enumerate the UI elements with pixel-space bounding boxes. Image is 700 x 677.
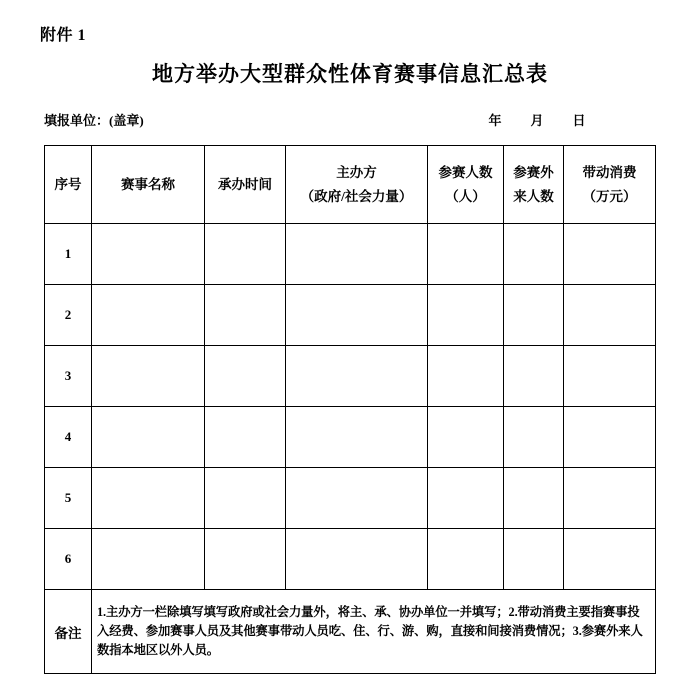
column-header-organizer	[286, 146, 428, 224]
column-header-event-name	[92, 146, 205, 224]
column-header-participants	[428, 146, 504, 224]
cell-host-time[interactable]	[205, 529, 286, 590]
table-row	[45, 224, 656, 285]
column-header-host-time	[205, 146, 286, 224]
cell-event-name[interactable]	[92, 285, 205, 346]
column-header-organizer-line2: （政府/社会力量）	[300, 188, 413, 204]
cell-index: 2	[45, 285, 92, 346]
column-header-index-line1: 序号	[54, 176, 82, 192]
cell-outside-participants[interactable]	[504, 285, 564, 346]
date-fields	[474, 110, 600, 129]
column-header-outside-participants	[504, 146, 564, 224]
cell-outside-participants[interactable]	[504, 346, 564, 407]
cell-consumption[interactable]	[564, 529, 656, 590]
cell-host-time[interactable]	[205, 468, 286, 529]
cell-event-name[interactable]	[92, 529, 205, 590]
cell-organizer[interactable]	[286, 346, 428, 407]
cell-index: 3	[45, 346, 92, 407]
cell-event-name[interactable]	[92, 468, 205, 529]
cell-host-time[interactable]	[205, 407, 286, 468]
cell-participants[interactable]	[428, 407, 504, 468]
cell-host-time[interactable]	[205, 346, 286, 407]
table-row	[45, 346, 656, 407]
cell-participants[interactable]	[428, 529, 504, 590]
cell-consumption[interactable]	[564, 468, 656, 529]
subheader-row	[44, 110, 655, 130]
column-header-outside-participants-line1: 参赛外	[513, 164, 554, 180]
cell-organizer[interactable]	[286, 529, 428, 590]
cell-participants[interactable]	[428, 224, 504, 285]
column-header-host-time-line1: 承办时间	[218, 176, 272, 192]
table-row	[45, 468, 656, 529]
cell-host-time[interactable]	[205, 224, 286, 285]
column-header-participants-line1: 参赛人数	[438, 164, 493, 180]
cell-consumption[interactable]	[564, 346, 656, 407]
cell-host-time[interactable]	[205, 285, 286, 346]
table-row	[45, 407, 656, 468]
note-text: 1.主办方一栏除填写填写政府或社会力量外，将主、承、协办单位一并填写；2.带动消费主要指赛事投入经费、参加赛事人员及其他赛事带动人员吃、住、行、游、购，直接和间接消费情况；3.参赛外来人数指本地区以外人员。	[92, 590, 656, 674]
cell-participants[interactable]	[428, 285, 504, 346]
cell-index: 6	[45, 529, 92, 590]
column-header-organizer-line1: 主办方	[336, 164, 377, 180]
table-header-row	[45, 146, 656, 224]
table-row	[45, 285, 656, 346]
events-summary-table	[44, 145, 656, 674]
page-title: 地方举办大型群众性体育赛事信息汇总表	[152, 62, 548, 86]
table-note-row	[45, 590, 656, 674]
cell-event-name[interactable]	[92, 407, 205, 468]
column-header-event-name-line1: 赛事名称	[121, 176, 175, 192]
table-row	[45, 529, 656, 590]
cell-organizer[interactable]	[286, 224, 428, 285]
cell-participants[interactable]	[428, 468, 504, 529]
column-header-consumption-line2: （万元）	[582, 188, 637, 204]
column-header-participants-line2: （人）	[445, 188, 486, 204]
cell-outside-participants[interactable]	[504, 468, 564, 529]
cell-organizer[interactable]	[286, 407, 428, 468]
reporting-unit-label: 填报单位：(盖章)	[44, 113, 144, 128]
cell-index: 1	[45, 224, 92, 285]
cell-index: 5	[45, 468, 92, 529]
date-month-label: 月	[530, 113, 544, 128]
column-header-outside-participants-line2: 来人数	[513, 188, 554, 204]
cell-consumption[interactable]	[564, 285, 656, 346]
column-header-consumption-line1: 带动消费	[582, 164, 637, 180]
cell-organizer[interactable]	[286, 468, 428, 529]
note-label: 备注	[45, 590, 92, 674]
attachment-label: 附件 1	[40, 27, 87, 44]
date-day-label: 日	[572, 113, 586, 128]
cell-event-name[interactable]	[92, 346, 205, 407]
cell-outside-participants[interactable]	[504, 224, 564, 285]
cell-consumption[interactable]	[564, 224, 656, 285]
column-header-consumption	[564, 146, 656, 224]
cell-index: 4	[45, 407, 92, 468]
date-year-label: 年	[488, 113, 502, 128]
cell-organizer[interactable]	[286, 285, 428, 346]
cell-event-name[interactable]	[92, 224, 205, 285]
column-header-index	[45, 146, 92, 224]
cell-outside-participants[interactable]	[504, 529, 564, 590]
cell-outside-participants[interactable]	[504, 407, 564, 468]
cell-consumption[interactable]	[564, 407, 656, 468]
cell-participants[interactable]	[428, 346, 504, 407]
